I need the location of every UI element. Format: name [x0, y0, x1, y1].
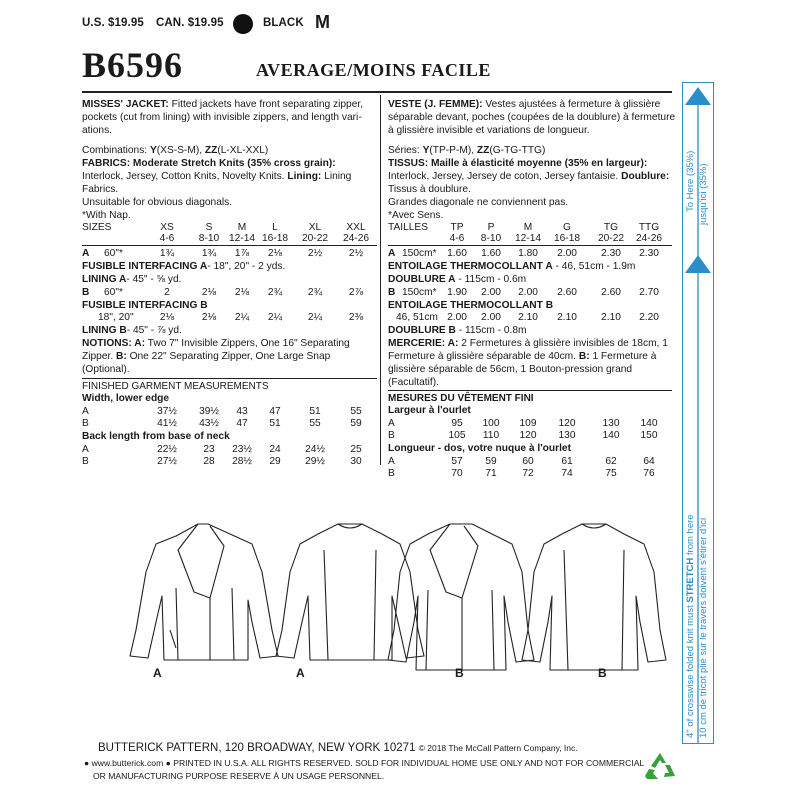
header-rule — [82, 91, 672, 93]
size-num-cell: 12-14 — [514, 233, 542, 244]
measure-cell: 64 — [643, 456, 655, 467]
size-cell: M — [237, 222, 247, 233]
fr-entoilage-a — [388, 260, 635, 273]
size-num-cell: 4-6 — [449, 233, 465, 244]
measure-cell: 25 — [350, 444, 362, 455]
fr-entoilage-b: ENTOILAGE THERMOCOLLANT B — [388, 300, 554, 311]
sizes-label: SIZES — [82, 222, 112, 233]
fusible-a-label: FUSIBLE INTERFACING A — [82, 261, 208, 272]
row-label: A — [388, 418, 395, 429]
copyright: © 2018 The McCall Pattern Company, Inc. — [418, 743, 578, 753]
jacket-a-back — [276, 524, 424, 660]
fr-mercerie-line — [388, 350, 656, 363]
measure-cell: 22½ — [157, 444, 177, 455]
lining-value: Lining — [324, 171, 352, 182]
yardage-cell: 2⅞ — [348, 287, 364, 298]
series-y-code: Y — [422, 145, 430, 156]
doublure-b-label: DOUBLURE B — [388, 325, 456, 336]
measure-cell: 29½ — [305, 456, 325, 467]
metrage-cell: 2.00 — [481, 312, 501, 323]
measure-cell: 43½ — [199, 418, 219, 429]
measure-cell: 110 — [482, 430, 500, 441]
measure-cell: 59 — [350, 418, 362, 429]
metrage-cell: 2.10 — [518, 312, 538, 323]
footer-company — [98, 742, 578, 754]
series-label: Séries: — [388, 145, 420, 156]
row-label: B — [82, 418, 89, 429]
fr-mercerie-line: (Facultatif). — [388, 377, 439, 388]
row-width: 150cm* — [402, 287, 437, 298]
mercerie-text: 1 Fermeture à — [592, 351, 657, 362]
fr-longueur-title: Longueur - dos, votre nuque à l'ourlet — [388, 443, 571, 454]
fr-tissus-line: Tissus à doublure. — [388, 184, 471, 195]
measure-cell: 75 — [605, 468, 617, 479]
fr-desc-line: séparable devant, poches (coupées de la doublure) à fermeture — [388, 112, 676, 123]
mercerie-text: Fermeture à glissière séparable de 40cm. — [388, 351, 576, 362]
arrow-up-icon — [685, 87, 711, 105]
website-link[interactable]: www.butterick.com — [91, 758, 164, 768]
bullet-icon: ● — [84, 758, 90, 768]
size-num-cell: 16-18 — [261, 233, 289, 244]
measure-cell: 37½ — [157, 406, 177, 417]
measure-cell: 120 — [519, 430, 537, 441]
metrage-cell: 2.30 — [601, 248, 621, 259]
size-cell: XL — [308, 222, 322, 233]
measure-cell: 95 — [451, 418, 463, 429]
yardage-cell: 2 — [164, 287, 170, 298]
yardage-cell: 1¾ — [201, 248, 217, 259]
entoilage-a-value: - 46, 51cm - 1.9m — [555, 261, 636, 272]
measure-cell: 27½ — [157, 456, 177, 467]
measure-cell: 100 — [482, 418, 500, 429]
row-label: A — [82, 406, 89, 417]
series-zz-code: ZZ — [476, 145, 490, 156]
table-rule — [82, 245, 377, 246]
yardage-cell: 2¾ — [267, 287, 283, 298]
notions-text: One 22" Separating Zipper, One Large Snap — [129, 351, 331, 362]
measure-cell: 109 — [519, 418, 537, 429]
legal-text: PRINTED IN U.S.A. ALL RIGHTS RESERVED. SOLD FOR INDIVIDUAL HOME USE ONLY AND NOT FOR COMMERCIAL — [173, 758, 645, 768]
measure-cell: 57 — [451, 456, 463, 467]
tailles-label: TAILLES — [388, 222, 429, 233]
jacket-b-front — [388, 524, 534, 670]
en-yardage-row-b — [82, 286, 377, 299]
en-desc-line: pockets (cut from lining) with invisible zippers, and length vari- — [82, 112, 362, 123]
metrage-cell: 2.00 — [518, 287, 538, 298]
size-cell: L — [272, 222, 278, 233]
metrage-cell: 1.80 — [518, 248, 538, 259]
metrage-cell: 2.00 — [557, 248, 577, 259]
measure-cell: 23 — [203, 444, 215, 455]
bullet-icon: ● — [165, 758, 171, 768]
yardage-cell: 2⅛ — [159, 312, 175, 323]
metrage-cell: 2.10 — [557, 312, 577, 323]
measure-cell: 30 — [350, 456, 362, 467]
yardage-cell: 2⅛ — [267, 248, 283, 259]
fr-largeur-title: Largeur à l'ourlet — [388, 405, 471, 416]
size-cell: S — [205, 222, 213, 233]
metrage-cell: 2.70 — [639, 287, 659, 298]
row-label: A — [388, 456, 395, 467]
fr-desc-line: à glissière invisible et variations de longueur. — [388, 125, 590, 136]
combo-zz-code: ZZ — [204, 145, 218, 156]
yardage-cell: 2½ — [348, 248, 364, 259]
measure-cell: 59 — [485, 456, 497, 467]
fr-metrage-row-b — [388, 286, 678, 299]
metrage-cell: 2.60 — [601, 287, 621, 298]
yardage-cell: 1¾ — [159, 248, 175, 259]
ruler-text: from here — [685, 514, 696, 556]
ruler-stretch-fr: 10 cm de tricot plié sur le travers doivent s'étirer d'ici — [698, 517, 709, 738]
size-code: M — [315, 12, 330, 32]
combo-y-sizes: (XS-S-M), — [156, 145, 203, 156]
size-num-cell: 24-26 — [342, 233, 370, 244]
view-label: A — [296, 666, 305, 680]
measure-cell: 23½ — [232, 444, 252, 455]
ruler-jusquici: jusqu'ici (35%) — [698, 163, 709, 225]
fr-doublure-a — [388, 273, 526, 286]
measure-cell: 43 — [236, 406, 248, 417]
size-num-cell: 4-6 — [159, 233, 175, 244]
measure-cell: 41½ — [157, 418, 177, 429]
fr-metrage-row-a — [388, 247, 678, 260]
ruler-stretch-en — [685, 514, 696, 738]
jacket-a-front — [130, 524, 278, 660]
lining-a-value: - 45" - ⅝ yd. — [126, 274, 182, 285]
en-notions-line — [82, 350, 330, 363]
measure-cell: 28½ — [232, 456, 252, 467]
size-cell: XS — [160, 222, 174, 233]
footer-legal — [84, 758, 644, 768]
notions-text: Zipper. — [82, 351, 114, 362]
fr-tissus-line — [388, 170, 669, 183]
en-width-title: Width, lower edge — [82, 393, 170, 404]
size-num-cell: 12-14 — [228, 233, 256, 244]
yardage-cell: 2¼ — [307, 312, 323, 323]
yardage-cell: 2½ — [307, 248, 323, 259]
en-desc-line: Fitted jackets have front separating zipper, — [171, 99, 364, 110]
measure-cell: 130 — [602, 418, 620, 429]
fusible-a-value: - 18", 20" - 2 yds. — [207, 261, 286, 272]
en-fabrics-line — [82, 170, 351, 183]
ruler-text: 4" of crosswise folded knit must — [685, 605, 696, 738]
metrage-cell: 1.90 — [447, 287, 467, 298]
table-rule — [388, 245, 672, 246]
measure-cell: 24½ — [305, 444, 325, 455]
recycle-icon — [643, 750, 677, 784]
metrage-cell: 1.60 — [481, 248, 501, 259]
jacket-illustrations — [78, 510, 678, 680]
en-width-row-b — [82, 417, 377, 430]
doublure-a-value: - 115cm - 0.6m — [458, 274, 527, 285]
fr-series — [388, 144, 545, 157]
lining-b-label: LINING B — [82, 325, 127, 336]
size-num-cell: 16-18 — [553, 233, 581, 244]
fr-mercerie-line: glissière séparable de 56cm, 1 Bouton-pression grand — [388, 364, 633, 375]
notions-text: Two 7" Invisible Zippers, One 16" Separating — [147, 338, 350, 349]
yardage-cell: 2¼ — [267, 312, 283, 323]
measure-cell: 74 — [561, 468, 573, 479]
size-cell: TTG — [638, 222, 660, 233]
en-lining-a — [82, 273, 182, 286]
row-label: B — [82, 287, 90, 298]
measure-cell: 62 — [605, 456, 617, 467]
metrage-cell: 2.60 — [557, 287, 577, 298]
row-width: 46, 51cm — [396, 312, 438, 323]
row-width: 150cm* — [402, 248, 437, 259]
size-num-cell: 24-26 — [635, 233, 663, 244]
en-size-nums-row — [82, 232, 377, 245]
measure-cell: 24 — [269, 444, 281, 455]
measure-cell: 71 — [485, 468, 497, 479]
doublure-label: Doublure: — [621, 171, 670, 182]
row-label: A — [82, 444, 89, 455]
en-desc-title: MISSES' JACKET: — [82, 99, 169, 110]
fr-diag: Grandes diagonale ne conviennent pas. — [388, 197, 569, 208]
measure-cell: 76 — [643, 468, 655, 479]
fr-tissus-title: TISSUS: Maille à élasticité moyenne (35% en largeur): — [388, 158, 648, 169]
fr-mesures-title: MESURES DU VÊTEMENT FINI — [388, 393, 534, 404]
metrage-cell: 2.00 — [447, 312, 467, 323]
en-fabrics-title: FABRICS: Moderate Stretch Knits (35% cross grain): — [82, 158, 336, 169]
fr-entoilage-b-row — [388, 311, 678, 324]
yardage-cell: 2¾ — [307, 287, 323, 298]
measure-cell: 140 — [602, 430, 620, 441]
measure-cell: 47 — [236, 418, 248, 429]
measure-cell: 47 — [269, 406, 281, 417]
measure-cell: 120 — [558, 418, 576, 429]
measure-cell: 28 — [203, 456, 215, 467]
mercerie-text: 2 Fermetures à glissière invisibles de 18cm, 1 — [461, 338, 668, 349]
fr-avec-sens: *Avec Sens. — [388, 210, 444, 221]
row-width: 60"* — [104, 248, 123, 259]
yardage-cell: 2⅛ — [201, 312, 217, 323]
row-label: B — [388, 468, 395, 479]
measure-cell: 140 — [640, 418, 658, 429]
fr-description — [388, 98, 660, 111]
color-label: BLACK — [263, 17, 304, 29]
row-label: B — [388, 287, 396, 298]
measure-cell: 72 — [522, 468, 534, 479]
en-fusible-b: FUSIBLE INTERFACING B — [82, 300, 208, 311]
row-label: B — [82, 456, 89, 467]
en-back-title: Back length from base of neck — [82, 431, 230, 442]
measure-cell: 55 — [309, 418, 321, 429]
row-width: 18", 20" — [98, 312, 134, 323]
en-fusible-b-row — [82, 311, 377, 324]
pattern-number: B6596 — [82, 45, 184, 85]
fr-mercerie — [388, 337, 668, 350]
en-combinations — [82, 144, 268, 157]
yardage-cell: 2⅛ — [201, 287, 217, 298]
size-cell: G — [563, 222, 571, 233]
notions-b-label: B: — [116, 351, 127, 362]
size-cell: M — [523, 222, 533, 233]
row-label: B — [388, 430, 395, 441]
yardage-cell: 1⅞ — [234, 248, 250, 259]
en-finished-title: FINISHED GARMENT MEASUREMENTS — [82, 381, 269, 392]
fr-size-nums-row — [388, 232, 678, 245]
measure-cell: 60 — [522, 456, 534, 467]
metrage-cell: 2.10 — [601, 312, 621, 323]
ruler-stretch-word: STRETCH — [685, 557, 696, 603]
measure-cell: 150 — [640, 430, 658, 441]
section-rule — [388, 390, 672, 391]
measure-cell: 70 — [451, 468, 463, 479]
measure-cell: 61 — [561, 456, 573, 467]
en-fabrics-line: Fabrics. — [82, 184, 119, 195]
metrage-cell: 2.30 — [639, 248, 659, 259]
legal-text: OR MANUFACTURING PURPOSE RESERVE À UN USAGE PERSONNEL. — [93, 771, 385, 781]
en-desc-line: ations. — [82, 125, 113, 136]
column-divider — [380, 95, 381, 465]
size-num-cell: 8-10 — [480, 233, 502, 244]
measure-cell: 51 — [309, 406, 321, 417]
series-y-sizes: (TP-P-M), — [429, 145, 475, 156]
difficulty-level: AVERAGE/MOINS FACILE — [256, 60, 491, 80]
en-notions-line: (Optional). — [82, 364, 130, 375]
size-cell: P — [487, 222, 495, 233]
yardage-cell: 2⅜ — [348, 312, 364, 323]
measure-cell: 51 — [269, 418, 281, 429]
section-rule — [82, 378, 377, 379]
en-yardage-row-a — [82, 247, 377, 260]
en-with-nap: *With Nap. — [82, 210, 131, 221]
measure-cell: 130 — [558, 430, 576, 441]
lining-b-value: - 45" - ⅞ yd. — [126, 325, 182, 336]
combinations-label: Combinations: — [82, 145, 148, 156]
notions-label: NOTIONS: A: — [82, 338, 146, 349]
size-cell: TP — [450, 222, 464, 233]
en-fusible-a — [82, 260, 285, 273]
en-back-row-b — [82, 455, 377, 468]
combo-y-code: Y — [149, 145, 157, 156]
fr-desc-line: Vestes ajustées à fermeture à glissière — [485, 99, 661, 110]
measure-cell: 29 — [269, 456, 281, 467]
size-num-cell: 8-10 — [198, 233, 220, 244]
en-notions — [82, 337, 350, 350]
lining-label: Lining: — [287, 171, 322, 182]
measure-cell: 55 — [350, 406, 362, 417]
company-address: BUTTERICK PATTERN, 120 BROADWAY, NEW YORK 10271 — [98, 742, 416, 754]
combo-zz-sizes: (L-XL-XXL) — [217, 145, 269, 156]
row-label: A — [388, 248, 396, 259]
mercerie-label: MERCERIE: A: — [388, 338, 459, 349]
fr-longueur-row-b — [388, 467, 678, 480]
en-unsuitable: Unsuitable for obvious diagonals. — [82, 197, 233, 208]
color-dot-icon — [233, 14, 253, 34]
yardage-cell: 2¼ — [234, 312, 250, 323]
en-description — [82, 98, 363, 111]
fr-largeur-row-b — [388, 429, 678, 442]
view-label: A — [153, 666, 162, 680]
size-cell: XXL — [346, 222, 366, 233]
doublure-a-label: DOUBLURE A — [388, 274, 456, 285]
view-label: B — [598, 666, 607, 680]
jacket-b-back — [522, 524, 666, 670]
price-us: U.S. $19.95 — [82, 17, 144, 29]
entoilage-a-label: ENTOILAGE THERMOCOLLANT A — [388, 261, 553, 272]
arrow-up-icon — [685, 255, 711, 273]
series-zz-sizes: (G-TG-TTG) — [489, 145, 546, 156]
row-label: A — [82, 248, 90, 259]
price-can: CAN. $19.95 — [156, 17, 224, 29]
tissus-list: Interlock, Jersey, Jersey de coton, Jersey fantaisie. — [388, 171, 619, 182]
metrage-cell: 1.60 — [447, 248, 467, 259]
doublure-b-value: - 115cm - 0.8m — [458, 325, 527, 336]
row-width: 60"* — [104, 287, 123, 298]
ruler-to-here: To Here (35%) — [685, 150, 696, 212]
mercerie-b-label: B: — [578, 351, 590, 362]
fr-desc-title: VESTE (J. FEMME): — [388, 99, 483, 110]
measure-cell: 39½ — [199, 406, 219, 417]
lining-a-label: LINING A — [82, 274, 127, 285]
metrage-cell: 2.00 — [481, 287, 501, 298]
metrage-cell: 2.20 — [639, 312, 659, 323]
fr-doublure-b — [388, 324, 527, 337]
size-num-cell: 20-22 — [301, 233, 329, 244]
yardage-cell: 2⅛ — [234, 287, 250, 298]
size-num-cell: 20-22 — [597, 233, 625, 244]
en-lining-b — [82, 324, 182, 337]
measure-cell: 105 — [448, 430, 466, 441]
size-cell: TG — [603, 222, 619, 233]
fabrics-list: Interlock, Jersey, Cotton Knits, Novelty Knits. — [82, 171, 285, 182]
view-label: B — [455, 666, 464, 680]
